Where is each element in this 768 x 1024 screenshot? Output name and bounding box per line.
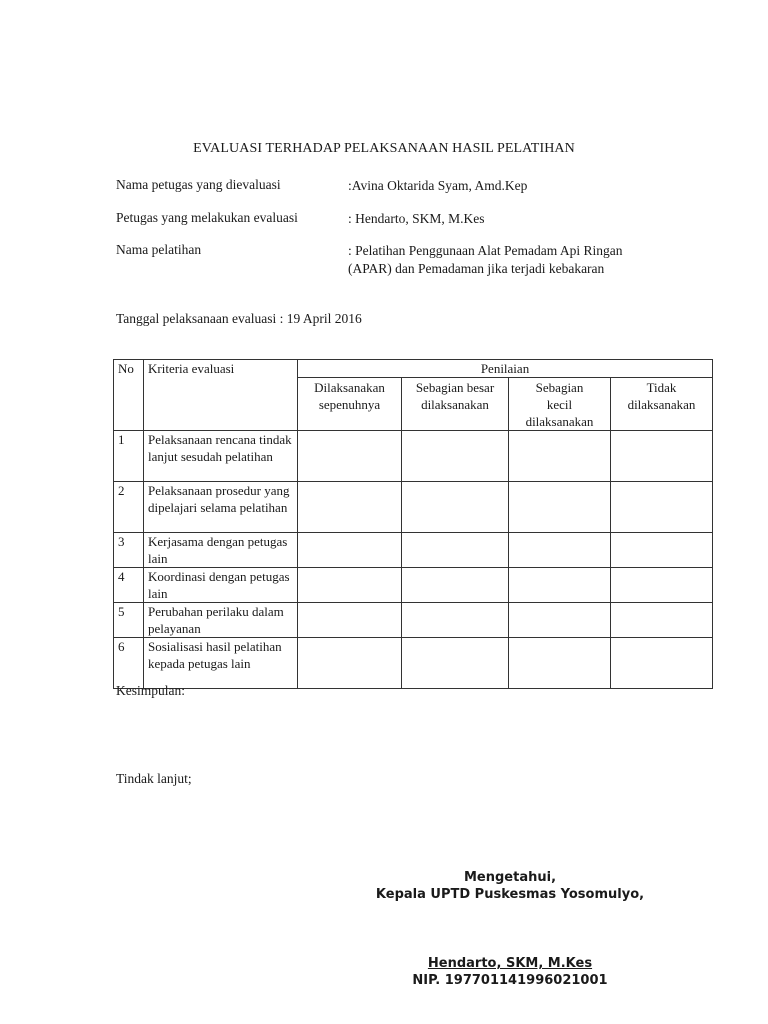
row-no: 1 bbox=[114, 431, 144, 482]
header-tidak-dilaksanakan: Tidak dilaksanakan bbox=[611, 378, 713, 431]
score-cell[interactable] bbox=[509, 431, 611, 482]
score-cell[interactable] bbox=[402, 533, 509, 568]
row-kriteria: Sosialisasi hasil pelatihan kepada petugas lain bbox=[144, 638, 298, 689]
score-cell[interactable] bbox=[402, 603, 509, 638]
score-cell[interactable] bbox=[611, 431, 713, 482]
signature-mengetahui: Mengetahui, bbox=[463, 870, 557, 885]
table-row bbox=[114, 603, 713, 638]
score-cell[interactable] bbox=[298, 603, 402, 638]
info-value-nama-pelatihan: : Pelatihan Penggunaan Alat Pemadam Api Ringan (APAR) dan Pemadaman jika terjadi kebakaran bbox=[348, 243, 623, 276]
score-cell[interactable] bbox=[611, 603, 713, 638]
score-cell[interactable] bbox=[298, 482, 402, 533]
row-kriteria: Pelaksanaan prosedur yang dipelajari selama pelatihan bbox=[144, 482, 298, 533]
kesimpulan-label: Kesimpulan: bbox=[116, 683, 185, 698]
evaluation-table bbox=[113, 359, 713, 689]
info-value-petugas-evaluator: : Hendarto, SKM, M.Kes bbox=[348, 211, 485, 226]
table-row bbox=[114, 431, 713, 482]
score-cell[interactable] bbox=[298, 638, 402, 689]
info-value-petugas-dievaluasi: :Avina Oktarida Syam, Amd.Kep bbox=[348, 178, 528, 193]
info-label-nama-pelatihan: Nama pelatihan bbox=[116, 242, 202, 257]
score-cell[interactable] bbox=[298, 431, 402, 482]
row-no: 4 bbox=[114, 568, 144, 603]
table-row bbox=[114, 638, 713, 689]
header-penilaian: Penilaian bbox=[298, 360, 713, 378]
row-no: 5 bbox=[114, 603, 144, 638]
row-kriteria: Kerjasama dengan petugas lain bbox=[144, 533, 298, 568]
row-kriteria: Koordinasi dengan petugas lain bbox=[144, 568, 298, 603]
header-no: No bbox=[114, 360, 144, 431]
signature-name: Hendarto, SKM, M.Kes bbox=[427, 956, 593, 971]
info-label-petugas-dievaluasi: Nama petugas yang dievaluasi bbox=[116, 177, 281, 192]
table-row bbox=[114, 482, 713, 533]
table-row bbox=[114, 568, 713, 603]
signature-nip: NIP. 197701141996021001 bbox=[412, 973, 608, 988]
evaluation-date: Tanggal pelaksanaan evaluasi : 19 April 2016 bbox=[116, 311, 362, 326]
score-cell[interactable] bbox=[509, 603, 611, 638]
row-no: 6 bbox=[114, 638, 144, 689]
row-no: 2 bbox=[114, 482, 144, 533]
score-cell[interactable] bbox=[509, 638, 611, 689]
score-cell[interactable] bbox=[402, 638, 509, 689]
row-kriteria: Perubahan perilaku dalam pelayanan bbox=[144, 603, 298, 638]
score-cell[interactable] bbox=[509, 533, 611, 568]
score-cell[interactable] bbox=[611, 568, 713, 603]
score-cell[interactable] bbox=[611, 533, 713, 568]
score-cell[interactable] bbox=[611, 638, 713, 689]
header-sebagian-kecil: Sebagian kecil dilaksanakan bbox=[509, 378, 611, 431]
tindak-lanjut-label: Tindak lanjut; bbox=[116, 771, 192, 786]
score-cell[interactable] bbox=[402, 482, 509, 533]
score-cell[interactable] bbox=[402, 431, 509, 482]
score-cell[interactable] bbox=[509, 482, 611, 533]
score-cell[interactable] bbox=[298, 533, 402, 568]
document-title: EVALUASI TERHADAP PELAKSANAAN HASIL PELATIHAN bbox=[193, 141, 575, 156]
row-kriteria: Pelaksanaan rencana tindak lanjut sesudah pelatihan bbox=[144, 431, 298, 482]
table-row bbox=[114, 533, 713, 568]
score-cell[interactable] bbox=[402, 568, 509, 603]
header-sebagian-besar: Sebagian besar dilaksanakan bbox=[402, 378, 509, 431]
score-cell[interactable] bbox=[611, 482, 713, 533]
score-cell[interactable] bbox=[509, 568, 611, 603]
signature-position: Kepala UPTD Puskesmas Yosomulyo, bbox=[375, 887, 645, 902]
score-cell[interactable] bbox=[298, 568, 402, 603]
row-no: 3 bbox=[114, 533, 144, 568]
header-kriteria: Kriteria evaluasi bbox=[144, 360, 298, 431]
info-label-petugas-evaluator: Petugas yang melakukan evaluasi bbox=[116, 210, 298, 225]
header-dilaksanakan-sepenuhnya: Dilaksanakan sepenuhnya bbox=[298, 378, 402, 431]
